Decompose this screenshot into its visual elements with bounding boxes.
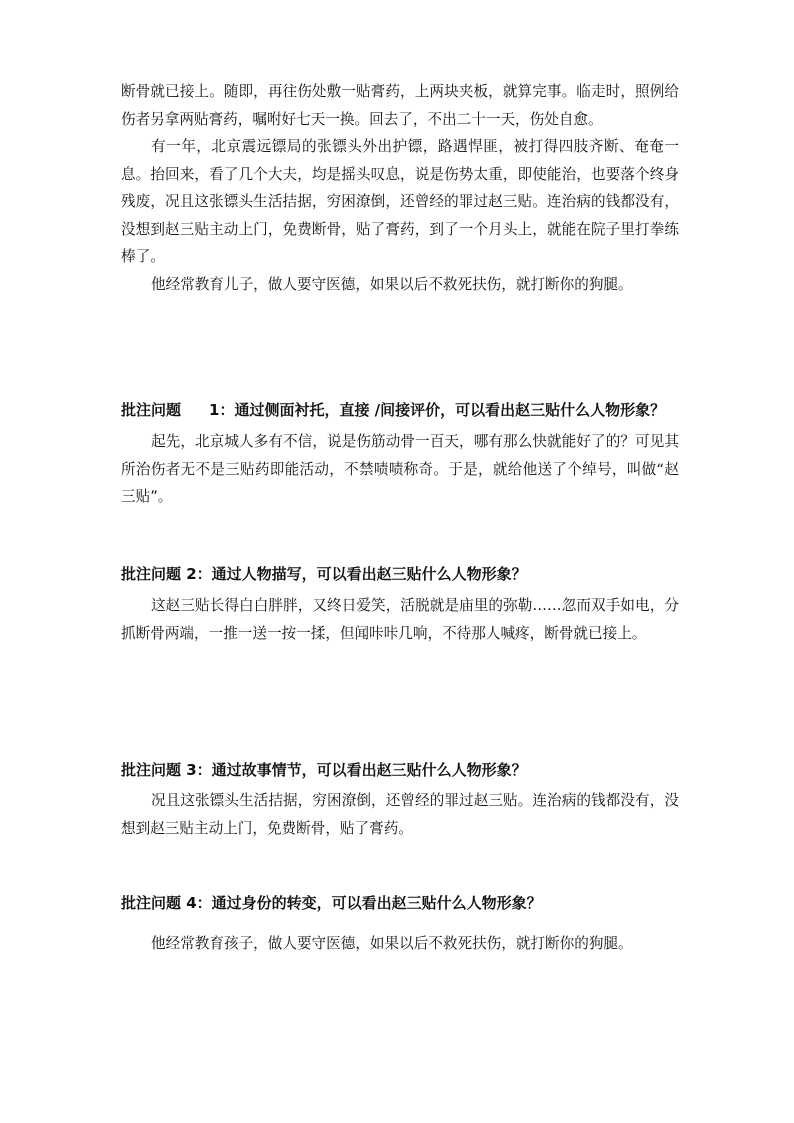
question-4-body — [121, 930, 679, 958]
question-2-heading: 批注问题 2：通过人物描写，可以看出赵三贴什么人物形象？ — [121, 565, 527, 583]
question-3-body — [121, 787, 679, 842]
question-1-heading — [121, 399, 679, 421]
question-3-section — [121, 759, 679, 781]
question-2-section — [121, 563, 679, 585]
question-4-section — [121, 892, 679, 914]
intro-section — [121, 78, 679, 298]
question-1-section — [121, 399, 679, 421]
question-3-text: 况且这张镖头生活拮据，穷困潦倒，还曾经的罪过赵三贴。连治病的钱都没有，没想到赵三贴主动上门，免费断骨，贴了膏药。 — [121, 792, 679, 837]
question-1-text: 起先，北京城人多有不信，说是伤筋动骨一百天，哪有那么快就能好了的？可见其所治伤者无不是三贴药即能活动，不禁啧啧称奇。于是，就给他送了个绰号，叫做“赵三贴”。 — [121, 433, 679, 505]
intro-paragraph-2: 有一年，北京震远镖局的张镖头外出护镖，路遇悍匪，被打得四肢齐断、奄奄一息。抬回来，看了几个大夫，均是摇头叹息，说是伤势太重，即使能治，也要落个终身残废，况且这张镖头生活拮据，穷困潦倒，还曾经的罪过赵三贴。连治病的钱都没有，没想到赵三贴主动上门，免费断骨，贴了膏药，到了一个月头上，就能在院子里打拳练棒了。 — [121, 138, 679, 265]
question-2-body — [121, 592, 679, 647]
question-1-title: 1：通过侧面衬托，直接 /间接评价，可以看出赵三贴什么人物形象？ — [209, 401, 666, 419]
intro-paragraph-1: 断骨就已接上。随即，再往伤处敷一贴膏药，上两块夹板，就算完事。临走时，照例给伤者另拿两贴膏药，嘱咐好七天一换。回去了，不出二十一天，伤处自愈。 — [121, 83, 679, 128]
question-1-body — [121, 428, 679, 511]
question-2-text: 这赵三贴长得白白胖胖，又终日爱笑，活脱就是庙里的弥勒……忽而双手如电，分抓断骨两端，一推一送一按一揉，但闻咔咔几响，不待那人喊疼，断骨就已接上。 — [121, 597, 679, 642]
question-1-prefix: 批注问题 — [121, 401, 182, 419]
question-3-heading: 批注问题 3：通过故事情节，可以看出赵三贴什么人物形象？ — [121, 761, 527, 779]
question-4-heading: 批注问题 4：通过身份的转变，可以看出赵三贴什么人物形象？ — [121, 894, 542, 912]
intro-paragraph-3: 他经常教育儿子，做人要守医德，如果以后不救死扶伤，就打断你的狗腿。 — [151, 275, 633, 293]
question-4-text: 他经常教育孩子，做人要守医德，如果以后不救死扶伤，就打断你的狗腿。 — [151, 935, 633, 952]
